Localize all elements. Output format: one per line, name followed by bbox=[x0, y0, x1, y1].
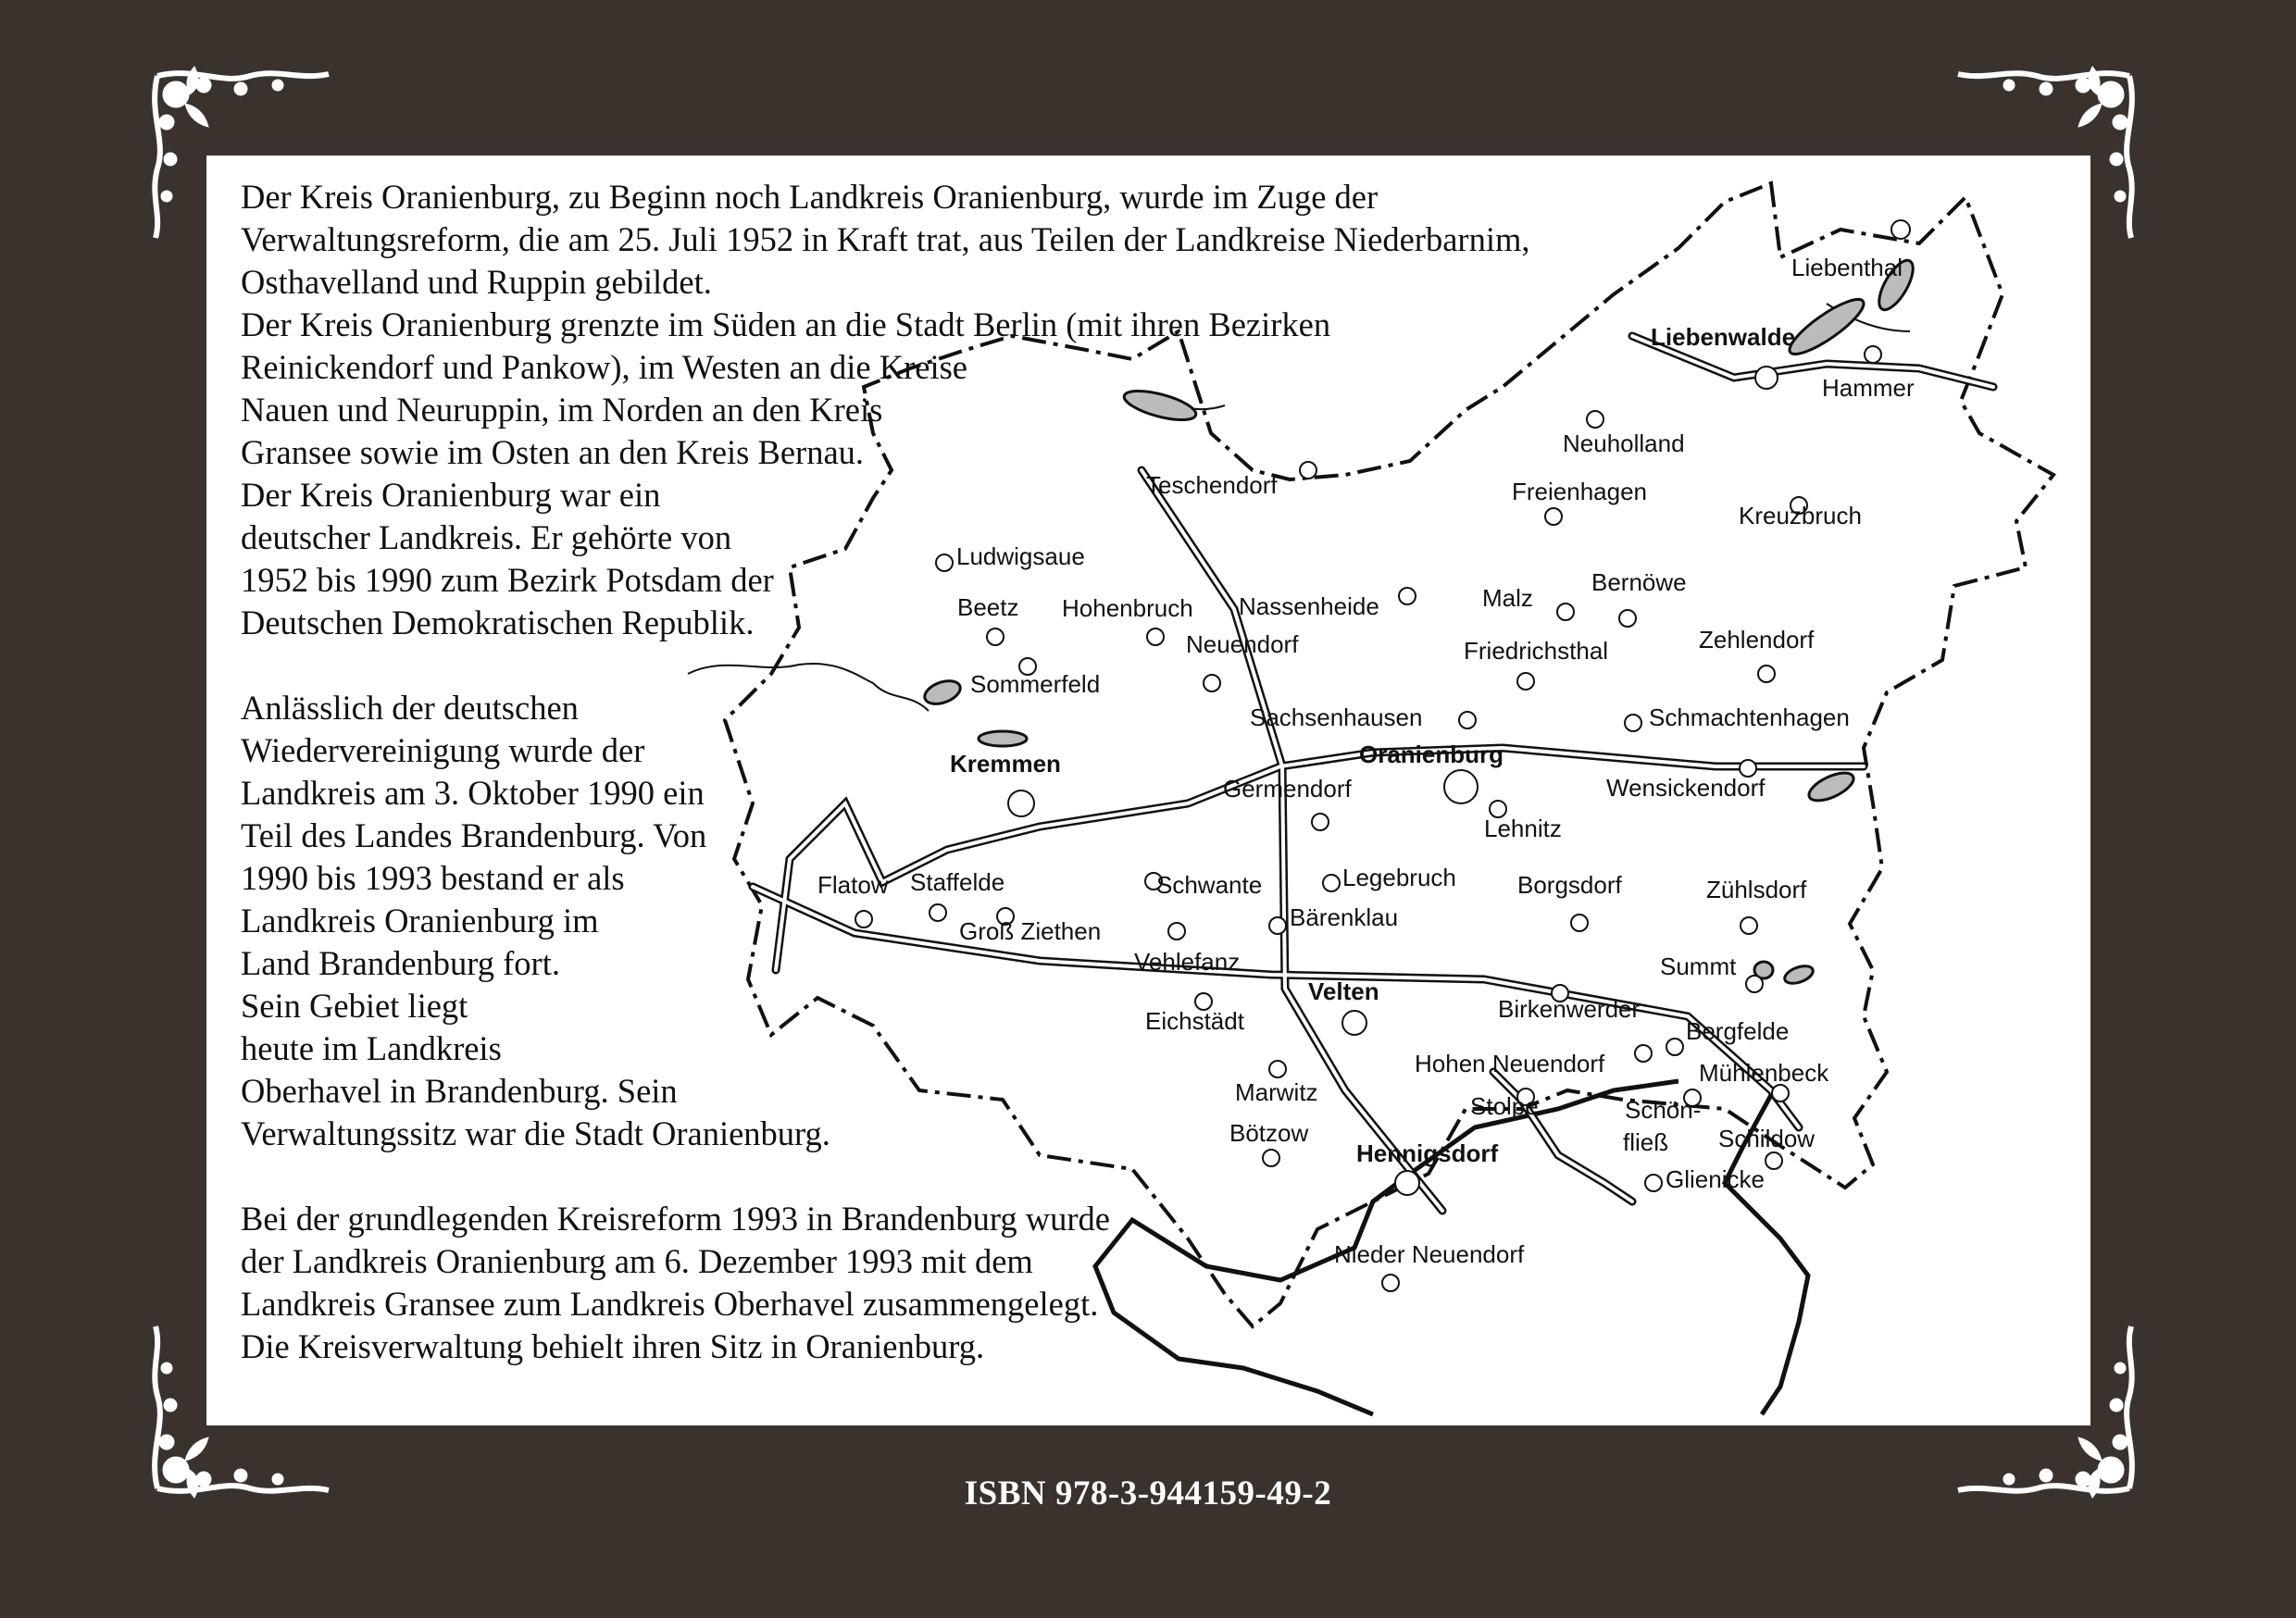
text-line: Gransee sowie im Osten an den Kreis Bernau. bbox=[241, 433, 865, 471]
paragraph-gap bbox=[241, 644, 1529, 687]
place-label-liebenthal: Liebenthal bbox=[1791, 254, 1903, 281]
place-label-germendorf: Germendorf bbox=[1223, 775, 1352, 803]
isbn-label: ISBN 978-3-944159-49-2 bbox=[964, 1475, 1332, 1512]
place-label-sommerfeld: Sommerfeld bbox=[970, 670, 1101, 698]
text-line: Der Kreis Oranienburg war ein bbox=[241, 476, 661, 514]
place-label-birkenwerder: Birkenwerder bbox=[1498, 995, 1641, 1023]
place-label-nassenheide: Nassenheide bbox=[1239, 592, 1379, 620]
text-line: Der Kreis Oranienburg, zu Beginn noch Landkreis Oranienburg, wurde im Zuge der bbox=[241, 178, 1379, 216]
place-label-bergfelde: Bergfelde bbox=[1686, 1017, 1790, 1045]
text-line: der Landkreis Oranienburg am 6. Dezember 1993 mit dem bbox=[241, 1242, 1033, 1280]
place-label-hennigsdorf: Hennigsdorf bbox=[1356, 1139, 1499, 1167]
place-marker-borgsdorf bbox=[1571, 915, 1588, 931]
place-label-malz: Malz bbox=[1482, 584, 1533, 612]
place-marker-hohen-neuendorf bbox=[1635, 1045, 1652, 1062]
text-line: Landkreis Gransee zum Landkreis Oberhavel zusammengelegt. bbox=[241, 1285, 1099, 1323]
text-line: Der Kreis Oranienburg grenzte im Süden an die Stadt Berlin (mit ihren Bezirken bbox=[241, 305, 1331, 343]
place-label-borgsdorf: Borgsdorf bbox=[1517, 871, 1622, 899]
place-marker-mühlenbeck bbox=[1772, 1085, 1789, 1101]
place-label-oranienburg: Oranienburg bbox=[1359, 741, 1504, 768]
text-line: Reinickendorf und Pankow), im Westen an die Kreise bbox=[241, 348, 967, 386]
place-label-liebenwalde: Liebenwalde bbox=[1651, 323, 1796, 351]
place-label-kreuzbruch: Kreuzbruch bbox=[1739, 502, 1862, 529]
place-label-hohenbruch: Hohenbruch bbox=[1062, 594, 1193, 622]
text-line: Anlässlich der deutschen bbox=[241, 689, 579, 727]
place-label-zehlendorf: Zehlendorf bbox=[1699, 626, 1815, 653]
place-marker-malz bbox=[1557, 604, 1574, 620]
text-line: Landkreis Oranienburg im bbox=[241, 902, 599, 940]
place-label-schmachtenhagen: Schmachtenhagen bbox=[1649, 703, 1850, 731]
place-label-groß-ziethen: Groß Ziethen bbox=[959, 917, 1102, 945]
place-label-kremmen: Kremmen bbox=[950, 750, 1061, 778]
place-label-friedrichsthal: Friedrichsthal bbox=[1464, 637, 1609, 665]
text-line: Osthavelland und Ruppin gebildet. bbox=[241, 263, 712, 301]
text-line: Land Brandenburg fort. bbox=[241, 944, 560, 982]
text-line: Sein Gebiet liegt bbox=[241, 987, 468, 1025]
place-marker-hammer bbox=[1865, 346, 1881, 363]
place-marker-bergfelde bbox=[1666, 1039, 1683, 1055]
place-label-lehnitz: Lehnitz bbox=[1484, 815, 1562, 842]
text-line: Oberhavel in Brandenburg. Sein bbox=[241, 1072, 678, 1110]
place-marker-neuholland bbox=[1587, 411, 1603, 428]
text-line: Verwaltungsreform, die am 25. Juli 1952 in Kraft trat, aus Teilen der Landkreise Niederbarnim, bbox=[241, 220, 1530, 258]
place-label-hammer: Hammer bbox=[1822, 374, 1915, 402]
text-line: heute im Landkreis bbox=[241, 1029, 502, 1067]
place-marker-schmachtenhagen bbox=[1625, 715, 1641, 731]
place-label-sachsenhausen: Sachsenhausen bbox=[1250, 703, 1423, 731]
place-label-bärenklau: Bärenklau bbox=[1290, 903, 1399, 931]
place-marker-zehlendorf bbox=[1758, 666, 1775, 682]
place-marker-schildow bbox=[1766, 1152, 1782, 1169]
text-line: Nauen und Neuruppin, im Norden an den Kreis bbox=[241, 391, 883, 429]
place-marker-summt bbox=[1746, 976, 1763, 992]
place-label-schwante: Schwante bbox=[1156, 871, 1263, 899]
place-label-mühlenbeck: Mühlenbeck bbox=[1699, 1059, 1829, 1087]
place-label-bernöwe: Bernöwe bbox=[1591, 568, 1687, 596]
text-line: Verwaltungssitz war die Stadt Oranienburg. bbox=[241, 1114, 830, 1152]
place-label-velten: Velten bbox=[1308, 977, 1379, 1005]
text-line: 1952 bis 1990 zum Bezirk Potsdam der bbox=[241, 561, 774, 599]
text-line: Wiedervereinigung wurde der bbox=[241, 731, 645, 769]
place-label-nieder-neuendorf: Nieder Neuendorf bbox=[1334, 1240, 1525, 1268]
place-label-legebruch: Legebruch bbox=[1342, 864, 1456, 891]
place-label-eichstädt: Eichstädt bbox=[1145, 1007, 1244, 1035]
place-label-teschendorf: Teschendorf bbox=[1146, 471, 1278, 499]
place-label-ludwigsaue: Ludwigsaue bbox=[956, 542, 1085, 570]
place-label-marwitz: Marwitz bbox=[1235, 1078, 1318, 1106]
place-label-zühlsdorf: Zühlsdorf bbox=[1706, 876, 1807, 903]
place-label-fließ: fließ bbox=[1623, 1128, 1669, 1156]
text-line: Deutschen Demokratischen Republik. bbox=[241, 604, 755, 641]
place-label-glienicke: Glienicke bbox=[1666, 1165, 1765, 1193]
place-marker-liebenwalde bbox=[1755, 367, 1778, 389]
place-label-stolpe: Stolpe bbox=[1470, 1092, 1539, 1120]
text-line: Die Kreisverwaltung behielt ihren Sitz in Oranienburg. bbox=[241, 1327, 985, 1365]
place-label-flatow: Flatow bbox=[817, 871, 889, 899]
place-label-summt: Summt bbox=[1660, 952, 1737, 980]
paragraph-gap bbox=[241, 1155, 1529, 1198]
place-marker-freienhagen bbox=[1545, 508, 1562, 525]
place-label-neuendorf: Neuendorf bbox=[1186, 630, 1299, 658]
place-marker-bernöwe bbox=[1619, 610, 1636, 627]
description-text bbox=[241, 176, 1529, 1368]
place-label-schön: Schön- bbox=[1625, 1096, 1702, 1124]
place-label-schildow: Schildow bbox=[1718, 1125, 1816, 1152]
text-line: Landkreis am 3. Oktober 1990 ein bbox=[241, 774, 705, 812]
place-marker-zühlsdorf bbox=[1741, 917, 1757, 934]
place-label-staffelde: Staffelde bbox=[910, 868, 1005, 896]
text-line: Bei der grundlegenden Kreisreform 1993 in Brandenburg wurde bbox=[241, 1200, 1110, 1238]
place-label-wensickendorf: Wensickendorf bbox=[1606, 774, 1766, 802]
place-label-beetz: Beetz bbox=[957, 593, 1019, 621]
place-label-vehlefanz: Vehlefanz bbox=[1134, 948, 1241, 976]
text-line: 1990 bis 1993 bestand er als bbox=[241, 859, 625, 897]
text-line: Teil des Landes Brandenburg. Von bbox=[241, 816, 707, 854]
place-marker-glienicke bbox=[1645, 1175, 1662, 1191]
content-panel bbox=[206, 156, 2090, 1425]
place-label-bötzow: Bötzow bbox=[1229, 1119, 1309, 1147]
place-marker-liebenthal bbox=[1891, 220, 1910, 239]
place-label-hohen-neuendorf: Hohen Neuendorf bbox=[1415, 1050, 1605, 1077]
place-label-freienhagen: Freienhagen bbox=[1512, 478, 1647, 505]
place-label-neuholland: Neuholland bbox=[1563, 429, 1685, 457]
text-line: deutscher Landkreis. Er gehörte von bbox=[241, 518, 732, 556]
